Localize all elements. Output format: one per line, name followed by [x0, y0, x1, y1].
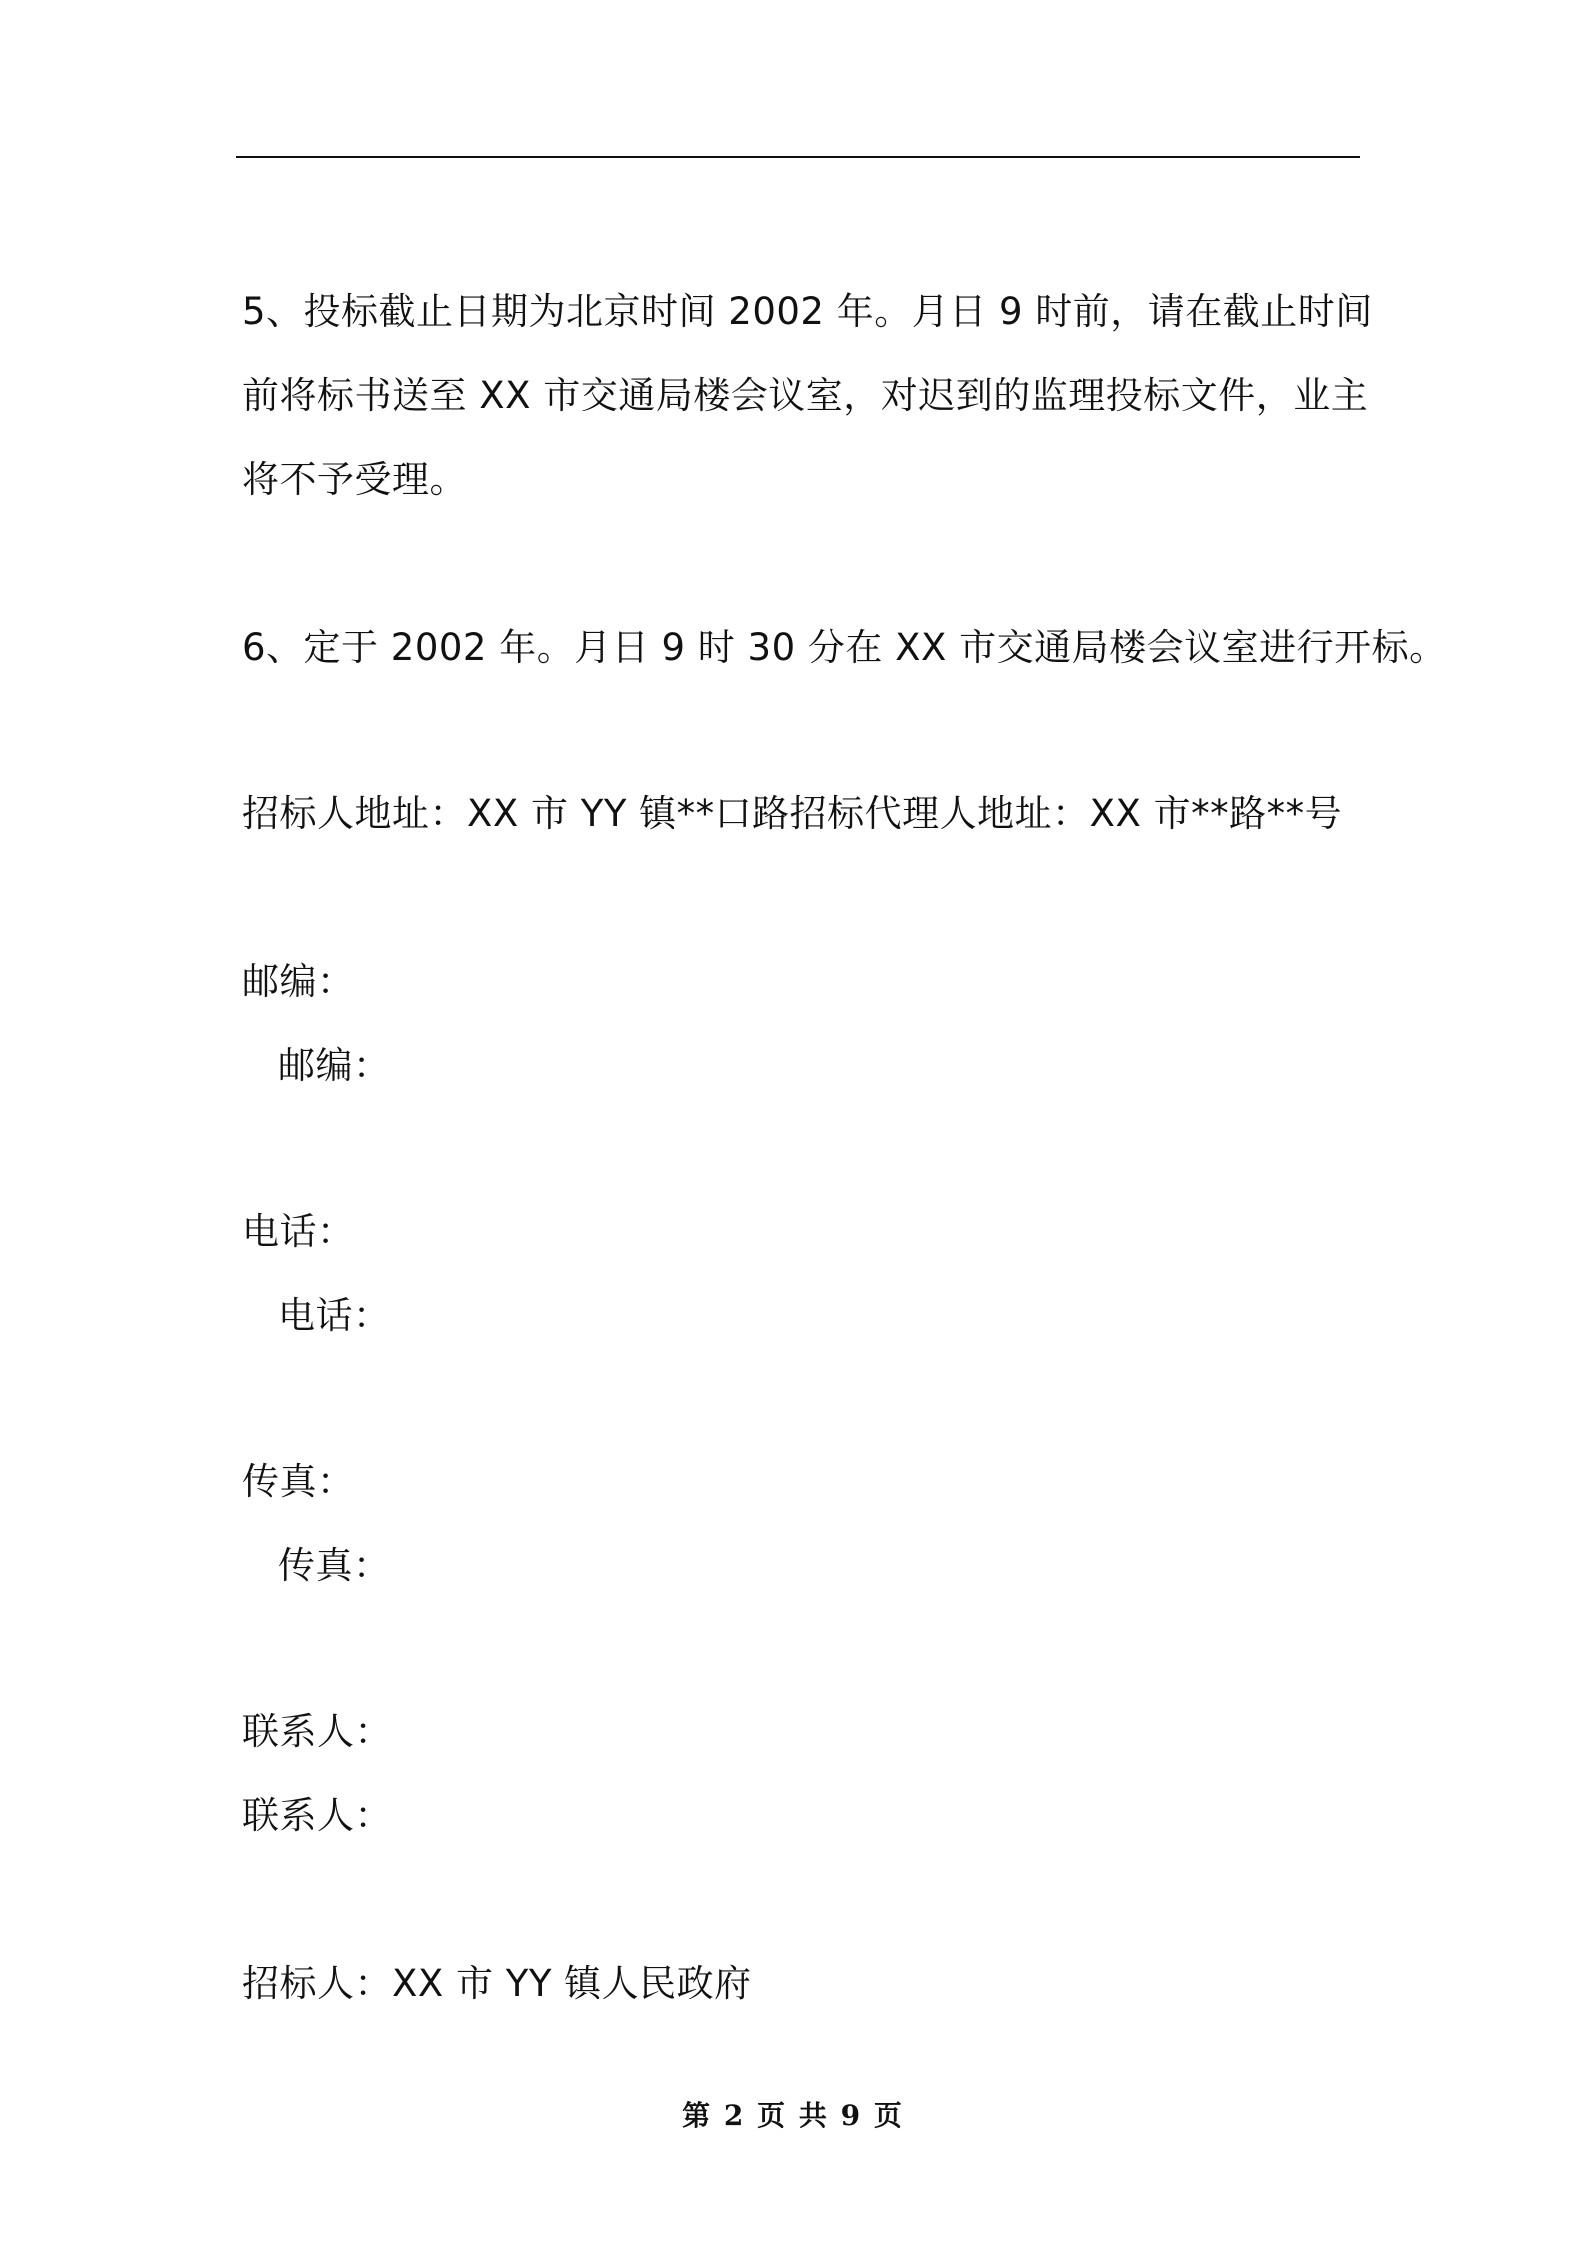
fax-label-1: 传真：	[242, 1460, 355, 1503]
phone-label-1: 电话：	[242, 1210, 355, 1253]
postcode-label-2: 邮编：	[278, 1044, 391, 1087]
paragraph-5-line-1: 5、投标截止日期为北京时间 2002 年。月日 9 时前，请在截止时间	[242, 290, 1373, 333]
paragraph-6: 6、定于 2002 年。月日 9 时 30 分在 XX 市交通局楼会议室进行开标。	[242, 626, 1447, 669]
contact-label-1: 联系人：	[242, 1710, 392, 1753]
address-line: 招标人地址：XX 市 YY 镇**口路招标代理人地址：XX 市**路**号	[242, 792, 1343, 835]
page-footer: 第 2 页 共 9 页	[682, 2099, 904, 2132]
contact-label-2: 联系人：	[242, 1794, 392, 1837]
paragraph-5-line-2: 前将标书送至 XX 市交通局楼会议室，对迟到的监理投标文件，业主	[242, 374, 1369, 417]
tenderer-line: 招标人：XX 市 YY 镇人民政府	[242, 1962, 752, 2005]
phone-label-2: 电话：	[278, 1294, 391, 1337]
header-rule	[236, 156, 1360, 158]
postcode-label-1: 邮编：	[242, 960, 355, 1003]
paragraph-5-line-3: 将不予受理。	[242, 458, 467, 501]
fax-label-2: 传真：	[278, 1544, 391, 1587]
